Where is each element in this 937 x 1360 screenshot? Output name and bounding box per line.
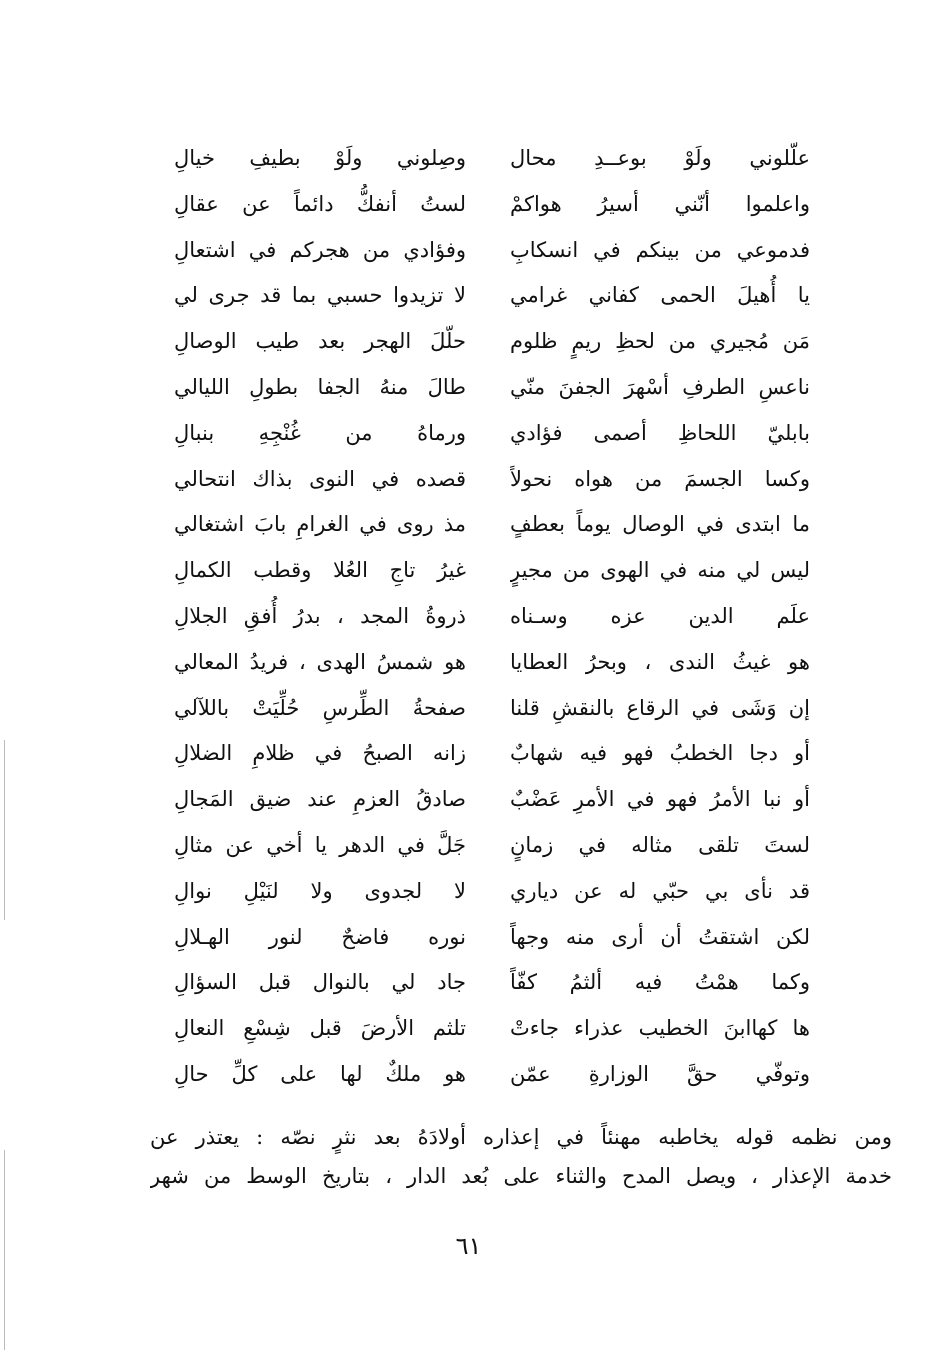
verse-first-hemistich: لكن اشتقتُ أن أرى منه وجهاً xyxy=(510,924,810,949)
verse-first-hemistich: ناعسِ الطرفِ أسْهرَ الجفنَ منّي xyxy=(510,374,810,399)
verse-first-hemistich: علّلوني ولَوْ بوعــدِ محال xyxy=(510,146,810,170)
prose-line: خدمة الإعذار ، ويصل المدح والثناء على بُعد الدار ، بتاريخ الوسط من شهر xyxy=(150,1164,892,1188)
verse-first-hemistich: أو نبا الأمرُ فهو في الأمرِ عَضْبٌ xyxy=(510,787,810,812)
verse-first-hemistich: مَن مُجيري من لحظِ ريمٍ ظلوم xyxy=(510,329,810,354)
verse-first-hemistich: علَم الدين عزه وسـناه xyxy=(510,603,810,628)
verse-second-hemistich: زانه الصبحُ في ظلامِ الضلالِ xyxy=(174,741,466,766)
verse-line xyxy=(150,550,810,596)
verse-first-hemistich: ليس لي منه في الهوى من مجيرٍ xyxy=(510,558,810,583)
verse-second-hemistich: مذ روى في الغرامِ بابَ اشتغالي xyxy=(174,512,466,537)
verse-line xyxy=(150,1054,810,1100)
verse-first-hemistich: هو غيثُ الندى ، وبحرُ العطايا xyxy=(510,649,810,674)
verse-second-hemistich: وفؤادي من هجركم في اشتعالِ xyxy=(174,237,466,262)
verse-second-hemistich: لا لجدوى ولا لنَيْلِ نوالِ xyxy=(174,878,466,903)
verse-line xyxy=(150,275,810,321)
verse-first-hemistich: وتوفّي حقَّ الوزارةِ عمّن xyxy=(510,1061,810,1086)
verse-first-hemistich: ما ابتدى في الوصال يوماً بعطفٍ xyxy=(510,512,810,537)
verse-second-hemistich: هو شمسُ الهدى ، فريدُ المعالي xyxy=(174,649,466,674)
verse-second-hemistich: غيرُ تاجِ العُلا وقطب الكمالِ xyxy=(174,558,466,583)
verse-first-hemistich: قد نأى بي حبّي له عن دياري xyxy=(510,878,810,903)
verse-line xyxy=(150,688,810,734)
verse-line xyxy=(150,184,810,230)
verse-line xyxy=(150,1008,810,1054)
verse-line xyxy=(150,321,810,367)
verse-second-hemistich: لا تزيدوا حسبي بما قد جرى لي xyxy=(174,283,466,308)
prose-line: ومن نظمه قوله يخاطبه مهنئاً في إعذاره أولادَهُ بعد نثرٍ نصّه : يعتذر عن xyxy=(150,1125,892,1149)
verse-second-hemistich: حلّلَ الهجر بعد طيب الوصالِ xyxy=(174,329,466,354)
verse-line xyxy=(150,825,810,871)
verse-line xyxy=(150,413,810,459)
verse-first-hemistich: أو دجا الخطبُ فهو فيه شهابٌ xyxy=(510,741,810,766)
verse-second-hemistich: قصده في النوى بذاك انتحالي xyxy=(174,466,466,491)
verse-line xyxy=(150,733,810,779)
verse-line xyxy=(150,459,810,505)
verse-first-hemistich: وكما همْتُ فيه ألثمُ كفّاً xyxy=(510,970,810,995)
verse-first-hemistich: بابليّ اللحاظِ أصمى فؤادي xyxy=(510,420,810,445)
verse-line xyxy=(150,917,810,963)
verse-first-hemistich: واعلموا أنّني أسيرُ هواكمْ xyxy=(510,191,810,216)
verse-line xyxy=(150,871,810,917)
page-number: ٦١ xyxy=(455,1232,482,1260)
verse-second-hemistich: تلثم الأرضَ قبل شِسْعِ النعالِ xyxy=(174,1016,466,1041)
verse-line xyxy=(150,596,810,642)
verse-first-hemistich: يا أُهيلَ الحمى كفاني غرامي xyxy=(510,283,810,308)
verse-second-hemistich: لستُ أنفكُّ دائماً عن عقالِ xyxy=(174,191,466,216)
verse-line xyxy=(150,642,810,688)
verse-second-hemistich: جَلَّ في الدهر يا أخي عن مثالِ xyxy=(174,832,466,857)
verse-second-hemistich: صفحةُ الطِّرسِ حُلِّيَتْ باللآلي xyxy=(174,695,466,720)
verse-line xyxy=(150,230,810,276)
verse-second-hemistich: وصِلوني ولَوْ بطيفِ خيالِ xyxy=(174,146,466,170)
verse-line xyxy=(150,962,810,1008)
verse-line xyxy=(150,504,810,550)
scan-edge-mark xyxy=(4,740,5,920)
verse-line xyxy=(150,367,810,413)
verse-second-hemistich: ذروةُ المجد ، بدرُ أُفقِ الجلالِ xyxy=(174,603,466,628)
verse-second-hemistich: جاد لي بالنوال قبل السؤالِ xyxy=(174,970,466,995)
verse-first-hemistich: إن وَشَى في الرقاع بالنقشِ قلنا xyxy=(510,695,810,720)
verse-first-hemistich: فدموعي من بينكم في انسكابِ xyxy=(510,237,810,262)
verse-first-hemistich: لستَ تلقى مثاله في زمانٍ xyxy=(510,832,810,857)
prose-paragraph xyxy=(150,1118,892,1196)
verse-second-hemistich: طالَ منهُ الجفا بطولِ الليالي xyxy=(174,374,466,399)
verse-line xyxy=(150,138,810,184)
verse-first-hemistich: وكسا الجسمَ من هواه نحولاً xyxy=(510,466,810,491)
verse-second-hemistich: صادقُ العزمِ عند ضيق المَجالِ xyxy=(174,787,466,812)
verse-second-hemistich: هو ملكٌ لها على كلِّ حالِ xyxy=(174,1061,466,1086)
verse-first-hemistich: ها كهاابنَ الخطيب عذراء جاءتْ xyxy=(510,1016,810,1041)
poem-verses xyxy=(150,138,810,1100)
verse-line xyxy=(150,779,810,825)
verse-second-hemistich: ورماهُ من غُنْجِهِ بنبالِ xyxy=(174,420,466,445)
verse-second-hemistich: نوره فاضحٌ لنور الهـلالِ xyxy=(174,924,466,949)
